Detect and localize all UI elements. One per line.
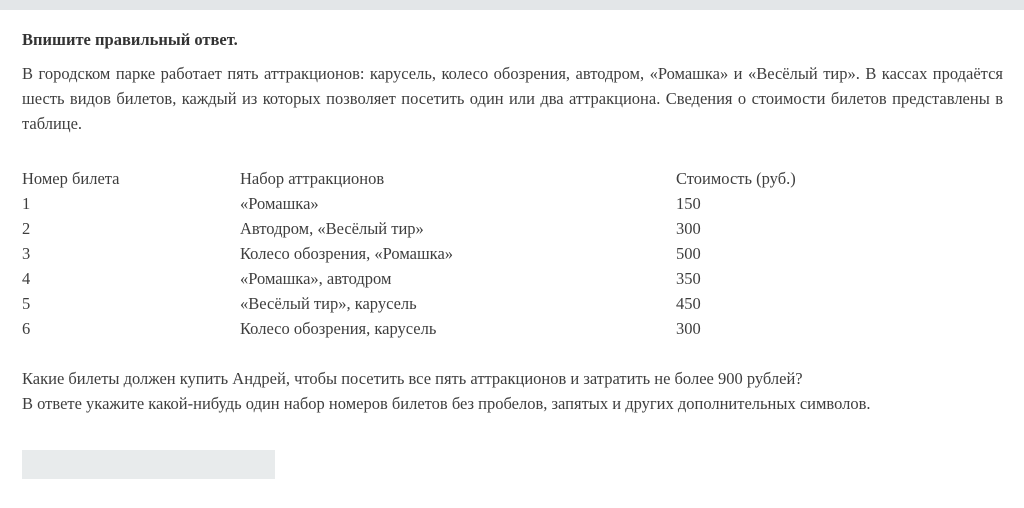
tickets-table [22, 166, 1003, 341]
cell-price: 350 [676, 269, 701, 288]
table-row [22, 191, 1003, 216]
cell-price: 300 [676, 219, 701, 238]
task-title: Впишите правильный ответ. [22, 30, 238, 49]
cell-attractions: «Ромашка», автодром [240, 269, 392, 288]
question-line-2: В ответе укажите какой-нибудь один набор номеров билетов без пробелов, запятых и других дополнительных символов. [22, 394, 871, 413]
cell-attractions: «Весёлый тир», карусель [240, 294, 417, 313]
question-line-1: Какие билеты должен купить Андрей, чтобы посетить все пять аттракционов и затратить не более 900 рублей? [22, 369, 803, 388]
answer-input[interactable] [22, 450, 275, 479]
cell-attractions: Колесо обозрения, карусель [240, 319, 437, 338]
cell-price: 450 [676, 294, 701, 313]
answer-area [22, 450, 1003, 479]
cell-ticket-number: 3 [22, 244, 31, 263]
task-content [0, 10, 1024, 479]
cell-ticket-number: 4 [22, 269, 31, 288]
cell-attractions: Колесо обозрения, «Ромашка» [240, 244, 454, 263]
cell-attractions: Автодром, «Весёлый тир» [240, 219, 424, 238]
header-price: Стоимость (руб.) [676, 169, 796, 188]
cell-attractions: «Ромашка» [240, 194, 319, 213]
top-strip [0, 0, 1024, 10]
table-row [22, 216, 1003, 241]
cell-ticket-number: 6 [22, 319, 31, 338]
question-block [22, 366, 1003, 416]
header-attractions-set: Набор аттракционов [240, 169, 385, 188]
header-ticket-number: Номер билета [22, 169, 120, 188]
table-header-row [22, 166, 1003, 191]
task-intro-paragraph: В городском парке работает пять аттракционов: карусель, колесо обозрения, автодром, «Ромашка» и «Весёлый тир». В кассах продаётся шесть видов билетов, каждый из которых позволяет посетить один или два аттракциона. Сведения о стоимости билетов представлены в таблице. [22, 64, 1003, 133]
cell-price: 150 [676, 194, 701, 213]
cell-price: 300 [676, 319, 701, 338]
cell-ticket-number: 5 [22, 294, 31, 313]
cell-ticket-number: 2 [22, 219, 31, 238]
table-row [22, 316, 1003, 341]
cell-ticket-number: 1 [22, 194, 31, 213]
table-row [22, 241, 1003, 266]
table-row [22, 266, 1003, 291]
table-row [22, 291, 1003, 316]
cell-price: 500 [676, 244, 701, 263]
